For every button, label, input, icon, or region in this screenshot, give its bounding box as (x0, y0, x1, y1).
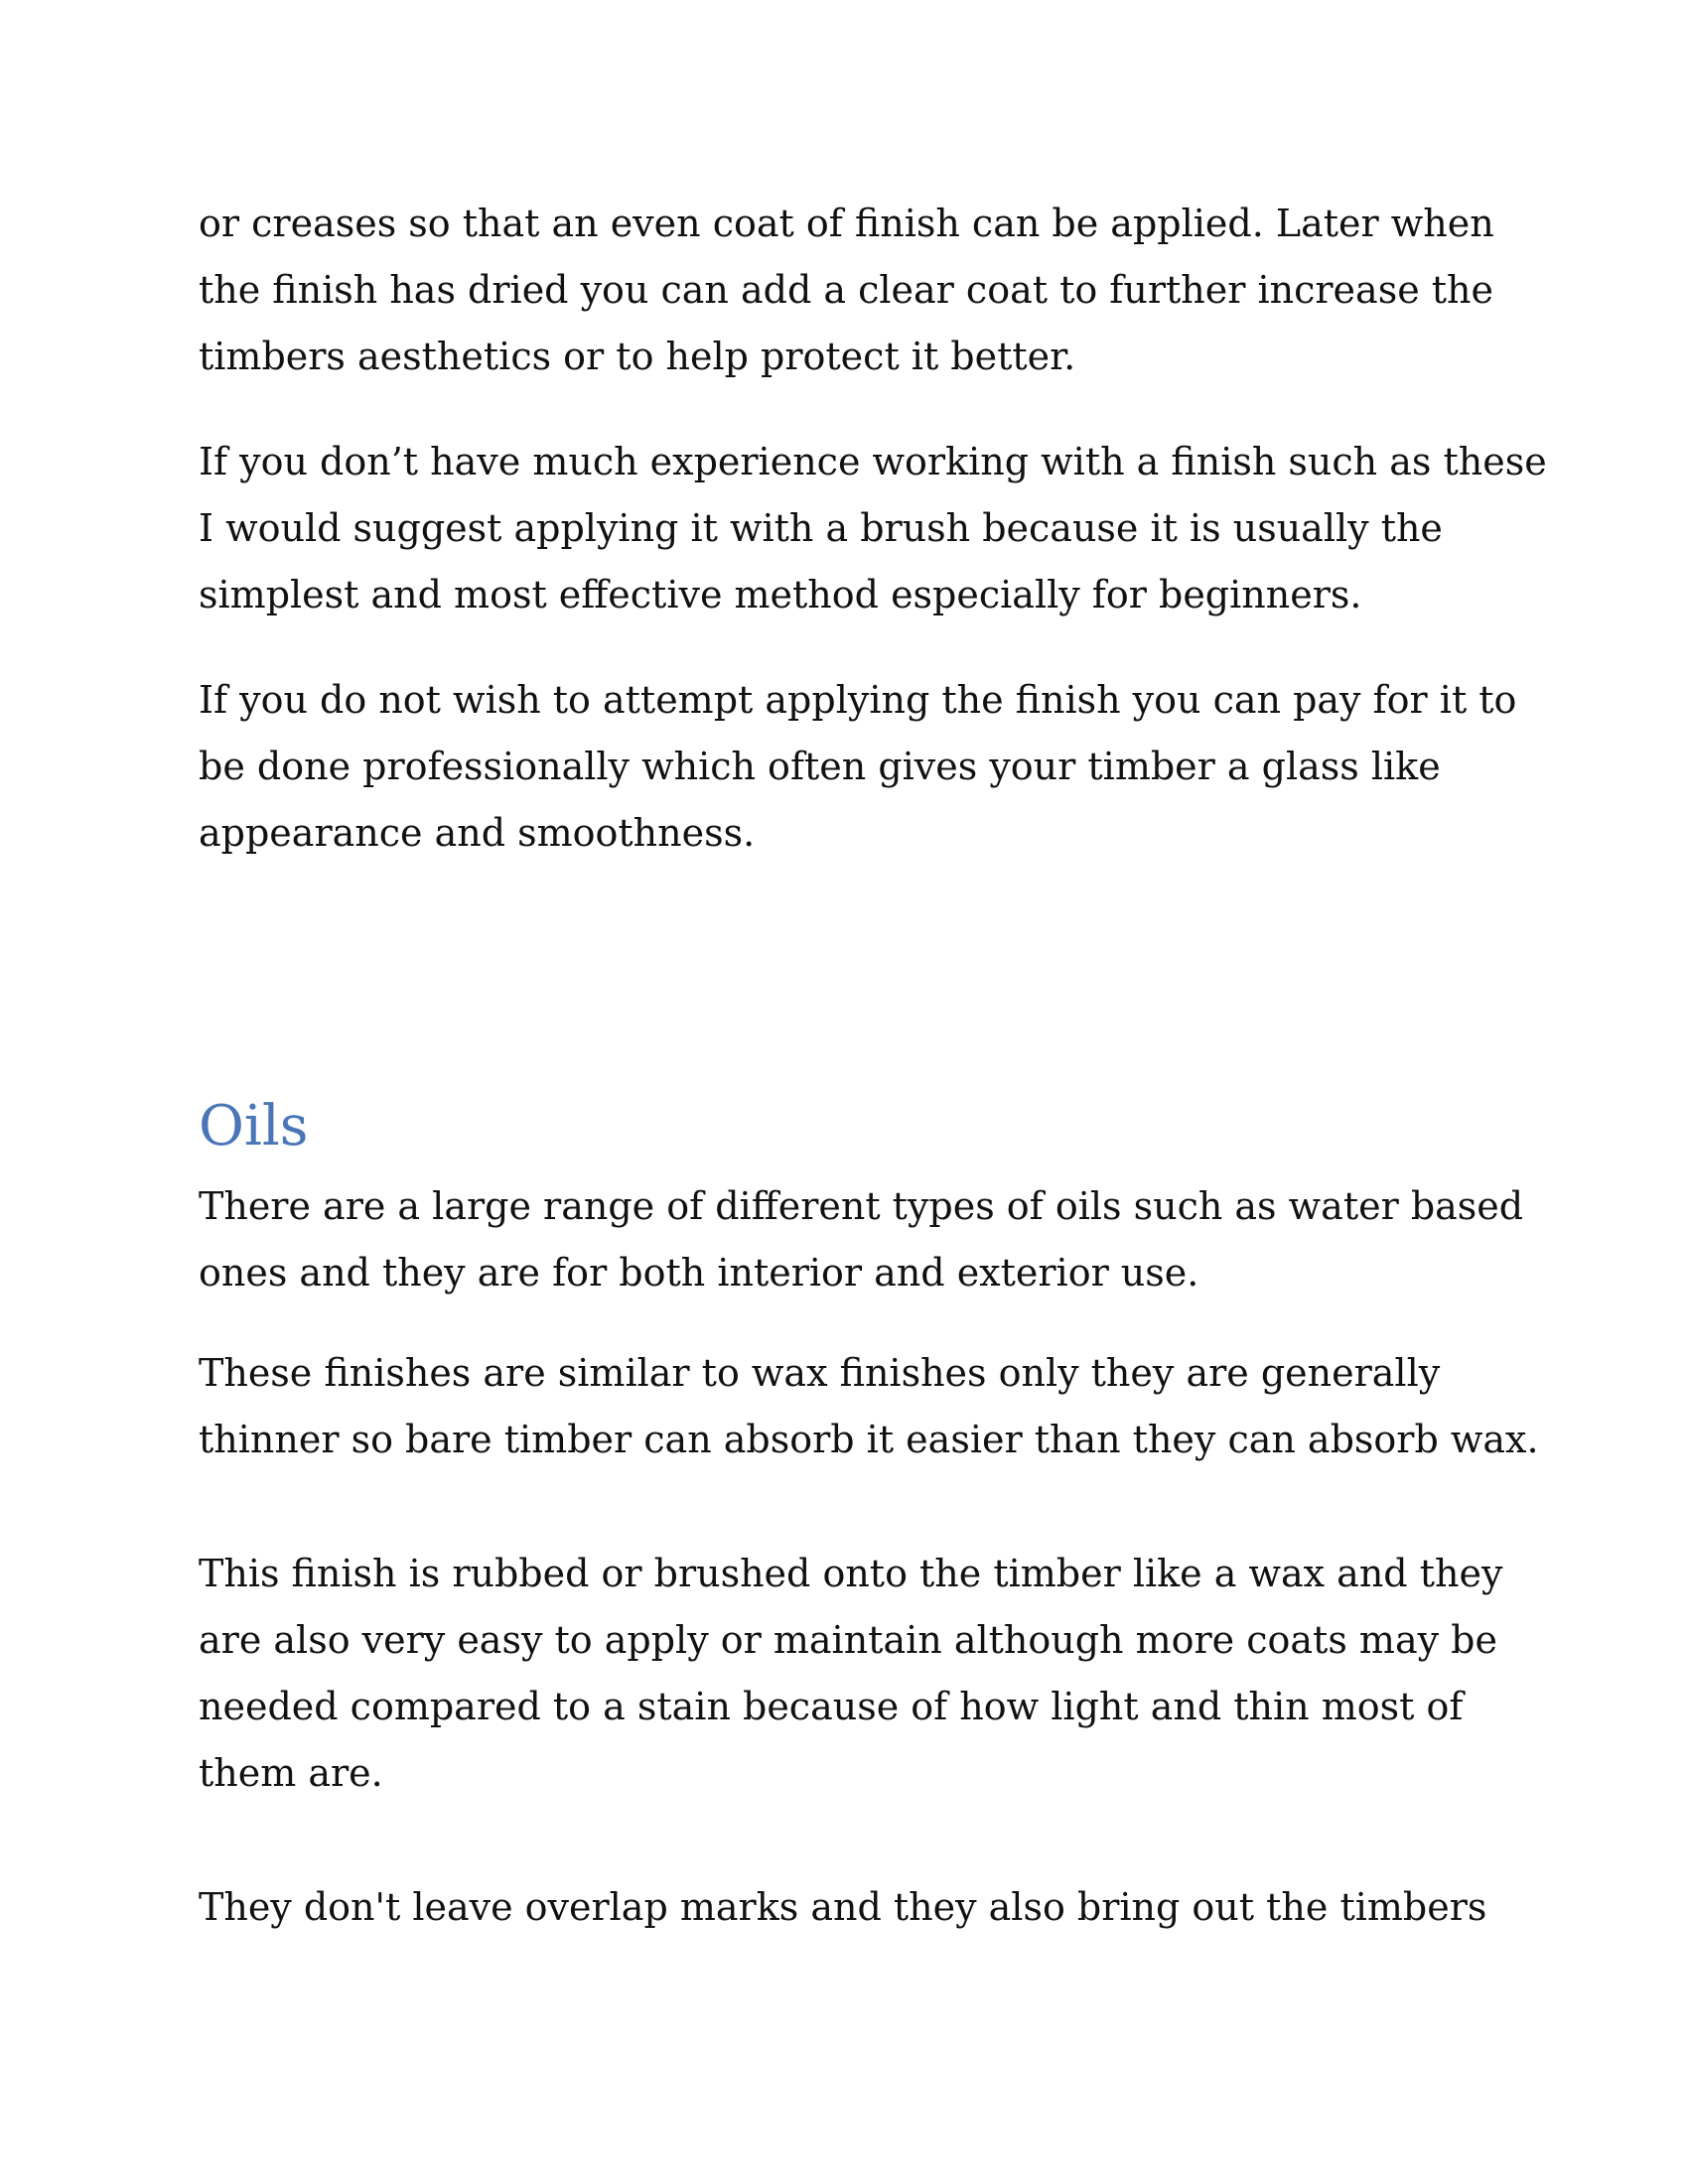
paragraph-oil-types: There are a large range of different types of oils such as water based ones and they are for both interior and exterior use. (199, 1184, 1524, 1295)
section-heading-oils: Oils (199, 1094, 309, 1159)
paragraph-finish-coat: or creases so that an even coat of finish can be applied. Later when the finish has dried you can add a clear coat to further increase the timbers aesthetics or to help protect it better. (199, 202, 1494, 378)
paragraph-brush-advice: If you don’t have much experience working with a finish such as these I would suggest applying it with a brush because it is usually the simplest and most effective method especially for beginners. (199, 440, 1547, 616)
paragraph-overlap-marks: They don't leave overlap marks and they also bring out the timbers (199, 1885, 1487, 1929)
paragraph-professional-finish: If you do not wish to attempt applying the finish you can pay for it to be done professionally which often gives your timber a glass like appearance and smoothness. (199, 678, 1517, 855)
paragraph-oil-vs-wax: These finishes are similar to wax finishes only they are generally thinner so bare timber can absorb it easier than they can absorb wax. (199, 1351, 1539, 1461)
paragraph-oil-application: This finish is rubbed or brushed onto the timber like a wax and they are also very easy to apply or maintain although more coats may be needed compared to a stain because of how light and thin most of them are. (199, 1552, 1503, 1795)
